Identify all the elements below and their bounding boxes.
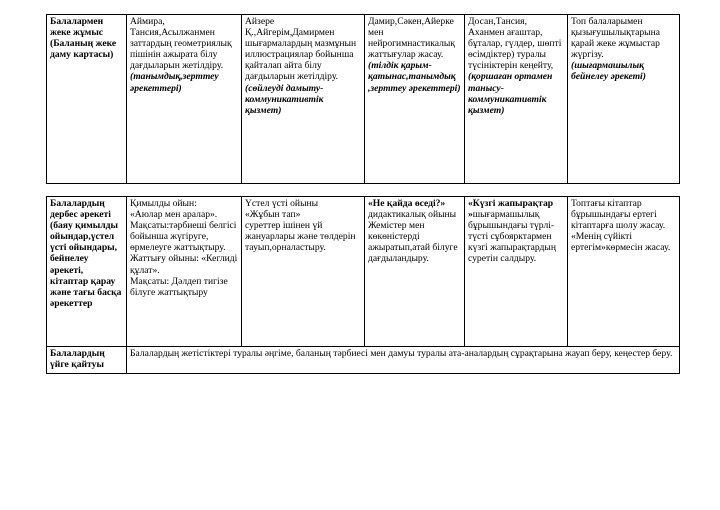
cell-day-2 (242, 15, 365, 184)
going-home-text: Балалардың жетістіктері туралы әңгіме, баланың тәрбиесі мен дамуы туралы ата-аналардың сұрақтарына жауап беру, кеңестер беру. (127, 347, 680, 374)
cell-day-4 (465, 15, 568, 184)
cell-line: Мақсаты: Дәлдеп тигізе білуге жаттықтыру (130, 275, 228, 298)
activity-type: (шығармашылық бейнелеу әрекеті) (571, 60, 646, 83)
cell-day-3 (365, 15, 465, 184)
cell-line: Топтағы кітаптар бұрышындағы ертегі кітаптарға шолу жасау. (571, 198, 666, 232)
cell-day-3 (365, 197, 465, 347)
cell-line: «Менің сүйікті ертегім»көрмесін жасау. (571, 231, 671, 254)
activity-title: «Күзгі жапырақтар » (468, 198, 554, 221)
row-header-individual-work: Балалармен жеке жұмыс (Баланың жеке даму картасы) (47, 15, 127, 184)
cell-line: Мақсаты:тәрбиеші белгісі бойынша жүгіруге, өрмелеуге жаттықтыру. (130, 220, 237, 254)
cell-line: «Жұбын тап» (245, 209, 301, 221)
cell-line: Жаттығу ойыны: «Кеглиді құлат». (130, 253, 238, 276)
independent-activity-table (46, 196, 680, 374)
cell-day-1 (127, 197, 242, 347)
cell-text: Досан,Тансия, Аханмен ағаштар, бұталар, гүлдер, шөпті өсімдіктер) туралы түсініктерін кеңейту, (468, 16, 562, 72)
cell-text: шығармашылық бұрышындағы түрлі- түсті сұбоярктармен күзгі жапырақтардың суретін салдыру. (468, 209, 557, 265)
cell-day-4 (465, 197, 568, 347)
cell-day-1 (127, 15, 242, 184)
cell-line: Үстел үсті ойыны (245, 198, 319, 209)
cell-line: суреттер ішінен үй жануарлары және төлдерін тауып,орналастыру. (245, 220, 356, 254)
cell-day-2 (242, 197, 365, 347)
activity-type: (қоршаған ортамен танысу-коммуникативтік қызмет) (468, 71, 553, 116)
row-header-going-home: Балалардың үйге қайтуы (47, 347, 127, 374)
table-row (47, 15, 680, 184)
row-header-independent-activity: Балалардың дербес әрекеті (баяу қимылды ойындар,үстел үсті ойындары, бейнелеу әрекеті, кітаптар қарау және тағы басқа әрекеттер (47, 197, 127, 347)
cell-text: Айзере Қ.,Айгерім,Дамирмен шығармалардың мазмұнын иллюстрациялар бойынша қайталап айта білу дағдыларын жетілдіру. (245, 16, 357, 83)
activity-type: (танымдық,зерттеу әрекеттері) (130, 71, 219, 94)
cell-text: Дамир,Сәкен,Айерке мен нейрогимнастикалық жаттығулар жасау. (368, 16, 455, 61)
table-row (47, 197, 680, 347)
table-row (47, 347, 680, 374)
cell-line: Қимылды ойын: (130, 198, 197, 209)
activity-type: (сөйлеуді дамыту-коммуникативтік қызмет) (245, 82, 324, 116)
game-title: «Не қайда өседі?» (368, 198, 446, 209)
cell-day-5 (568, 197, 680, 347)
cell-text: Топ балаларымен қызығушылықтарына қарай жеке жұмыстар жүргізу. (571, 16, 661, 61)
cell-text: Аймира, Тансия,Асылжанмен заттардың геометриялық пішінін ажырата білу дағдыларын жетілдіру. (130, 16, 232, 72)
cell-line: «Аюлар мен аралар». (130, 209, 218, 221)
cell-text: дидактикалық ойыны Жемістер мен көкөністерді ажыратып,атай білуге дағдыландыру. (368, 209, 458, 265)
cell-day-5 (568, 15, 680, 184)
activity-type: (тілдік қарым-қатынас,танымдық ,зерттеу әрекеттері) (368, 60, 461, 94)
individual-work-table (46, 14, 680, 184)
